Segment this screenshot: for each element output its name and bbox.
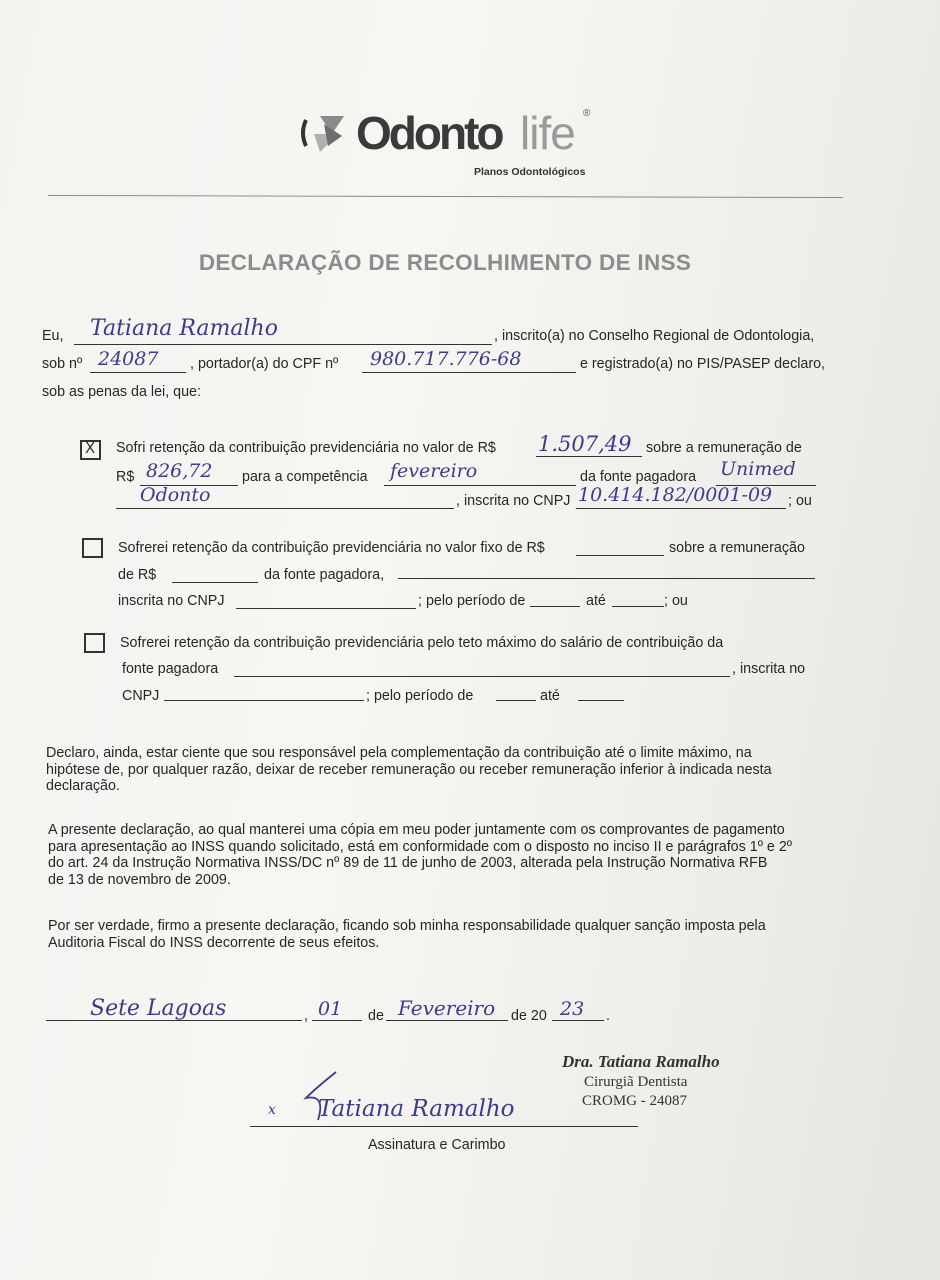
option1-text-b: sobre a remuneração de	[646, 440, 802, 456]
option1-cnpj-underline	[576, 508, 786, 509]
logo-mark-icon	[298, 110, 354, 156]
cpf-underline	[362, 372, 576, 373]
option2-rs-underline	[172, 582, 258, 583]
option2-text-b: sobre a remuneração	[669, 540, 805, 556]
intro-portador: , portador(a) do CPF nº	[190, 356, 339, 372]
option1-valor-handwritten: 1.507,49	[538, 432, 632, 456]
day-handwritten: 01	[318, 998, 343, 1020]
name-handwritten: Tatiana Ramalho	[90, 316, 278, 341]
option2-period-end-underline	[612, 606, 664, 607]
option3-text-c: , inscrita no	[732, 661, 806, 677]
paragraph-line: Por ser verdade, firmo a presente declaração, ficando sob minha responsabilidade qualquer sanção imposta pela	[48, 918, 766, 934]
option2-text-e: inscrita no CNPJ	[118, 593, 225, 609]
option3-text-f: até	[540, 688, 560, 704]
paragraph-responsibility	[46, 745, 772, 795]
check-mark-icon: X	[85, 439, 96, 457]
option1-text-a: Sofri retenção da contribuição previdenciária no valor de R$	[116, 440, 496, 456]
intro-registrado: e registrado(a) no PIS/PASEP declaro,	[580, 356, 826, 372]
logo-registered-mark: ®	[583, 108, 591, 119]
option3-text-b: fonte pagadora	[122, 661, 219, 677]
option1-valor-underline	[536, 456, 642, 457]
option2-text-f: ; pelo período de	[418, 593, 526, 609]
day-underline	[312, 1020, 362, 1021]
signature-x-mark: x	[268, 1102, 276, 1118]
year-underline	[552, 1020, 604, 1021]
option2-text-c: de R$	[118, 567, 157, 583]
header-divider	[48, 195, 843, 198]
option3-period-start-underline	[496, 700, 536, 701]
paragraph-line: para apresentação ao INSS quando solicitado, está em conformidade com o disposto no inciso II e parágrafos 1º e 2º	[48, 838, 792, 855]
option2-valor-underline	[576, 555, 664, 556]
paragraph-line: do art. 24 da Instrução Normativa INSS/DC nº 89 de 11 de junho de 2003, alterada pela Instrução Normativa RFB	[48, 855, 768, 871]
option1-fonte-handwritten-2: Odonto	[140, 484, 211, 506]
intro-eu: Eu,	[42, 328, 64, 344]
option1-checkbox[interactable]	[80, 440, 101, 460]
option1-cnpj-handwritten: 10.414.182/0001-09	[578, 484, 773, 506]
option1-text-c: para a competência	[242, 469, 368, 485]
stamp-role: Cirurgiã Dentista	[584, 1074, 688, 1090]
cro-handwritten: 24087	[98, 348, 159, 370]
year-handwritten: 23	[560, 998, 585, 1020]
paragraph-line: hipótese de, por qualquer razão, deixar de receber remuneração ou receber remuneração inferior à indicada nesta	[46, 761, 772, 778]
option3-text-a: Sofrerei retenção da contribuição previdenciária pelo teto máximo do salário de contribuição da	[120, 635, 724, 651]
paragraph-line: Declaro, ainda, estar ciente que sou responsável pela complementação da contribuição até o limite máximo, na	[46, 745, 752, 761]
cro-underline	[90, 372, 186, 373]
option1-text-d: da fonte pagadora	[580, 469, 697, 485]
date-period: .	[606, 1008, 610, 1024]
option1-remuneracao-handwritten: 826,72	[146, 460, 213, 482]
date-de-2: de 20	[511, 1008, 547, 1024]
option2-checkbox[interactable]	[82, 538, 103, 558]
option2-period-start-underline	[530, 606, 580, 607]
signature-handwritten: Tatiana Ramalho	[318, 1096, 515, 1122]
city-handwritten: Sete Lagoas	[90, 996, 227, 1021]
intro-sob: sob nº	[42, 356, 83, 372]
option1-competencia-underline	[384, 485, 576, 486]
logo-text-main: Odonto	[356, 107, 502, 159]
option2-fonte-underline	[398, 578, 815, 579]
document-title: DECLARAÇÃO DE RECOLHIMENTO DE INSS	[198, 250, 692, 275]
cpf-handwritten: 980.717.776-68	[370, 348, 522, 370]
intro-penas: sob as penas da lei, que:	[42, 384, 201, 400]
option1-competencia-handwritten: fevereiro	[390, 460, 478, 482]
option1-rs: R$	[116, 469, 135, 485]
logo-text-accent: life	[520, 107, 575, 159]
option1-fonte2-underline	[116, 508, 454, 509]
option1-fonte-handwritten-1: Unimed	[720, 458, 796, 480]
date-de-1: de	[368, 1008, 384, 1024]
date-comma: ,	[304, 1008, 308, 1024]
paragraph-line: Auditoria Fiscal do INSS decorrente de seus efeitos.	[48, 934, 380, 951]
logo-tagline: Planos Odontológicos	[474, 166, 586, 178]
paragraph-truth	[48, 918, 766, 951]
paragraph-line: declaração.	[46, 778, 120, 794]
stamp-registry: CROMG - 24087	[582, 1093, 688, 1109]
option3-cnpj-underline	[164, 700, 364, 701]
signature-label: Assinatura e Carimbo	[368, 1137, 506, 1153]
option2-text-g: até	[586, 593, 606, 609]
signature-underline	[250, 1126, 638, 1127]
option2-cnpj-underline	[236, 608, 416, 609]
intro-inscrito: , inscrito(a) no Conselho Regional de Odontologia,	[494, 328, 815, 344]
paragraph-legal-basis	[48, 822, 792, 888]
option2-text-a: Sofrerei retenção da contribuição previdenciária no valor fixo de R$	[118, 540, 545, 556]
paragraph-line: A presente declaração, ao qual manterei uma cópia em meu poder juntamente com os comprovantes de pagamento	[48, 822, 785, 838]
month-underline	[386, 1020, 508, 1021]
name-underline	[74, 344, 492, 345]
option2-text-h: ; ou	[664, 593, 688, 609]
option1-text-f: ; ou	[788, 493, 812, 509]
stamp-name: Dra. Tatiana Ramalho	[562, 1052, 720, 1071]
option2-text-d: da fonte pagadora,	[264, 567, 385, 583]
month-handwritten: Fevereiro	[398, 996, 496, 1020]
option3-text-e: ; pelo período de	[366, 688, 474, 704]
option3-checkbox[interactable]	[84, 633, 105, 653]
option3-fonte-underline	[234, 676, 730, 677]
option1-text-e: , inscrita no CNPJ	[456, 493, 571, 509]
paragraph-line: de 13 de novembro de 2009.	[48, 871, 231, 888]
option3-period-end-underline	[578, 700, 624, 701]
option3-text-d: CNPJ	[122, 688, 160, 704]
